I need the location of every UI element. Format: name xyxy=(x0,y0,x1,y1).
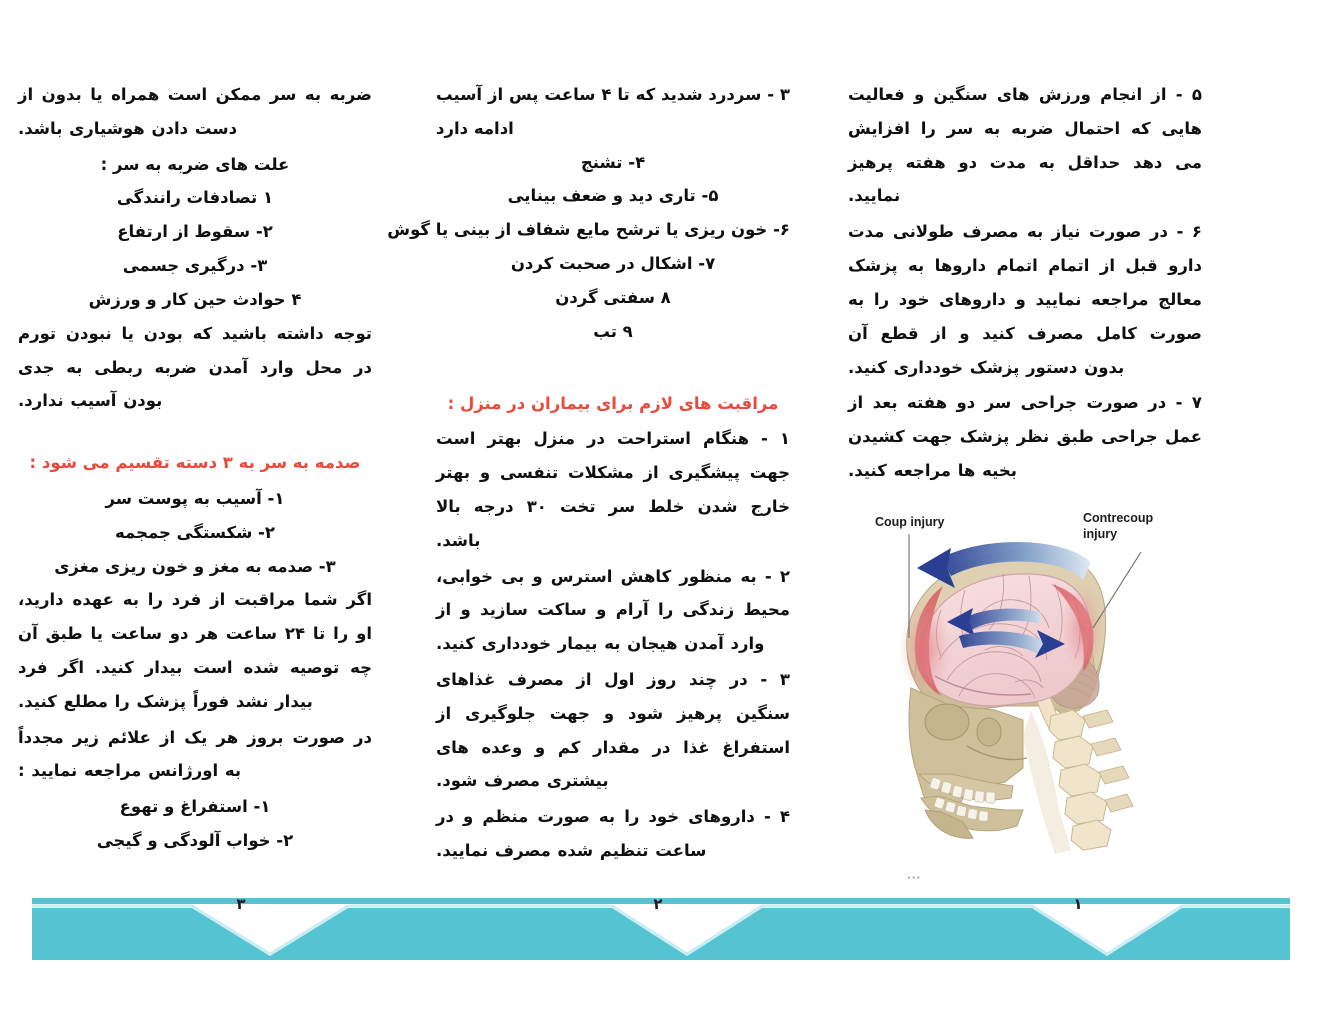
precaution-item-5: ۵ - از انجام ورزش های سنگین و فعالیت هایی که احتمال ضربه به سر را افزایش می دهد حداقل به مدت دو هفته پرهیز نمایید. xyxy=(848,85,1202,206)
causes-list xyxy=(18,181,372,316)
precaution-item-7: ۷ - در صورت جراحی سر دو هفته بعد از عمل جراحی طبق نظر پزشک جهت کشیدن بخیه ها مراجعه کنید. xyxy=(848,393,1202,480)
contrecoup-injury-label-line1: Contrecoup xyxy=(1083,510,1154,525)
contrecoup-injury-label-line2: injury xyxy=(1083,526,1118,541)
list-item: ۷- اشکال در صحبت کردن xyxy=(510,254,716,274)
list-item: ۳- درگیری جسمی xyxy=(122,256,268,276)
list-item: ۴- تشنج xyxy=(580,152,646,172)
column-1 xyxy=(0,78,390,858)
contrecoup-bruise-glow xyxy=(1061,584,1105,672)
spacer xyxy=(18,420,372,434)
page-number-1: ۱ xyxy=(1073,895,1083,913)
list-item: ۹ تب xyxy=(593,321,633,341)
emergency-intro: در صورت بروز هر یک از علائم زیر مجدداً به اورژانس مراجعه نمایید : xyxy=(18,727,372,781)
brochure-columns xyxy=(0,78,1320,888)
footer-band-main xyxy=(32,908,1290,960)
symptoms-continued-list xyxy=(387,78,790,349)
coup-bruise-glow xyxy=(899,600,951,696)
list-item: ۳ - سردرد شدید که تا ۴ ساعت پس از آسیب ادامه دارد xyxy=(436,85,790,138)
page-number-3: ۳ xyxy=(236,895,246,913)
coup-contrecoup-figure xyxy=(855,510,1195,890)
list-item: ۱ تصادفات رانندگی xyxy=(116,188,274,208)
home-care-heading: مراقبت های لازم برای بیماران در منزل : xyxy=(447,393,779,413)
list-item: ۸ سفتی گردن xyxy=(555,287,671,307)
nasal-cavity xyxy=(977,718,1001,746)
emergency-symptoms-list xyxy=(18,790,372,858)
home-care-item-4: ۴ - داروهای خود را به صورت منظم و در ساعت تنظیم شده مصرف نمایید. xyxy=(436,807,790,861)
head-injury-categories-heading: صدمه به سر به ۳ دسته تقسیم می شود : xyxy=(29,453,361,473)
page-number-2: ۲ xyxy=(653,895,663,913)
intro-paragraph: ضربه به سر ممکن است همراه یا بدون از دست دادن هوشیاری باشد. xyxy=(18,85,372,138)
list-item: ۴ حوادث حین کار و ورزش xyxy=(88,289,302,309)
list-item: ۶- خون ریزی یا ترشح مایع شفاف از بینی یا گوش xyxy=(387,220,790,240)
list-item: ۲- سقوط از ارتفاع xyxy=(117,222,273,242)
list-item: ۲- خواب آلودگی و گیجی xyxy=(96,831,294,851)
precaution-item-6: ۶ - در صورت نیاز به مصرف طولانی مدت دارو قبل از اتمام اتمام داروها به پزشک معالج مراجعه نمایید و داروهای خود را به صورت کامل مصرف کنید و از قطع آن بدون دستور پزشک خودداری کنید. xyxy=(848,222,1202,377)
care-paragraph: اگر شما مراقبت از فرد را به عهده دارید، او را تا ۲۴ ساعت هر دو ساعت یا طبق آن چه توصیه شده است بیدار کنید. اگر فرد بیدار نشد فوراً پزشک را مطلع کنید. xyxy=(18,590,372,711)
home-care-item-3: ۳ - در چند روز اول از مصرف غذاهای سنگین پرهیز شود و جهت جلوگیری از استفراغ غذا در مقدار کم و وعده های بیشتری مصرف شود. xyxy=(436,670,790,791)
list-item: ۵- تاری دید و ضعف بینایی xyxy=(507,186,719,206)
home-care-item-1: ۱ - هنگام استراحت در منزل بهتر است جهت پیشگیری از مشکلات تنفسی و بهتر خارج شدن خلط سر تخت ۳۰ درجه بالا باشد. xyxy=(436,429,790,550)
home-care-item-2: ۲ - به منظور کاهش استرس و بی خوابی، محیط زندگی را آرام و ساکت سازید و از وارد آمدن هیجان به بیمار خودداری کنید. xyxy=(436,566,790,654)
swelling-note: توجه داشته باشید که بودن یا نبودن تورم در محل وارد آمدن ضربه ربطی به جدی بودن آسیب ندارد. xyxy=(18,323,372,411)
list-item: ۱- استفراغ و تهوع xyxy=(119,797,271,817)
list-item: ۲- شکستگی جمجمه xyxy=(115,522,275,542)
categories-list xyxy=(18,482,372,583)
column-2 xyxy=(387,78,808,870)
brain-injury-illustration xyxy=(855,510,1195,890)
column-3 xyxy=(830,78,1220,890)
list-item: ۱- آسیب به پوست سر xyxy=(105,488,285,508)
spacer xyxy=(436,349,790,375)
figure-watermark: ••• xyxy=(907,873,921,882)
eye-socket xyxy=(925,704,969,740)
coup-injury-label: Coup injury xyxy=(875,514,945,529)
list-item: ۳- صدمه به مغز و خون ریزی مغزی xyxy=(54,556,336,576)
causes-label: علت های ضربه به سر : xyxy=(100,154,290,174)
